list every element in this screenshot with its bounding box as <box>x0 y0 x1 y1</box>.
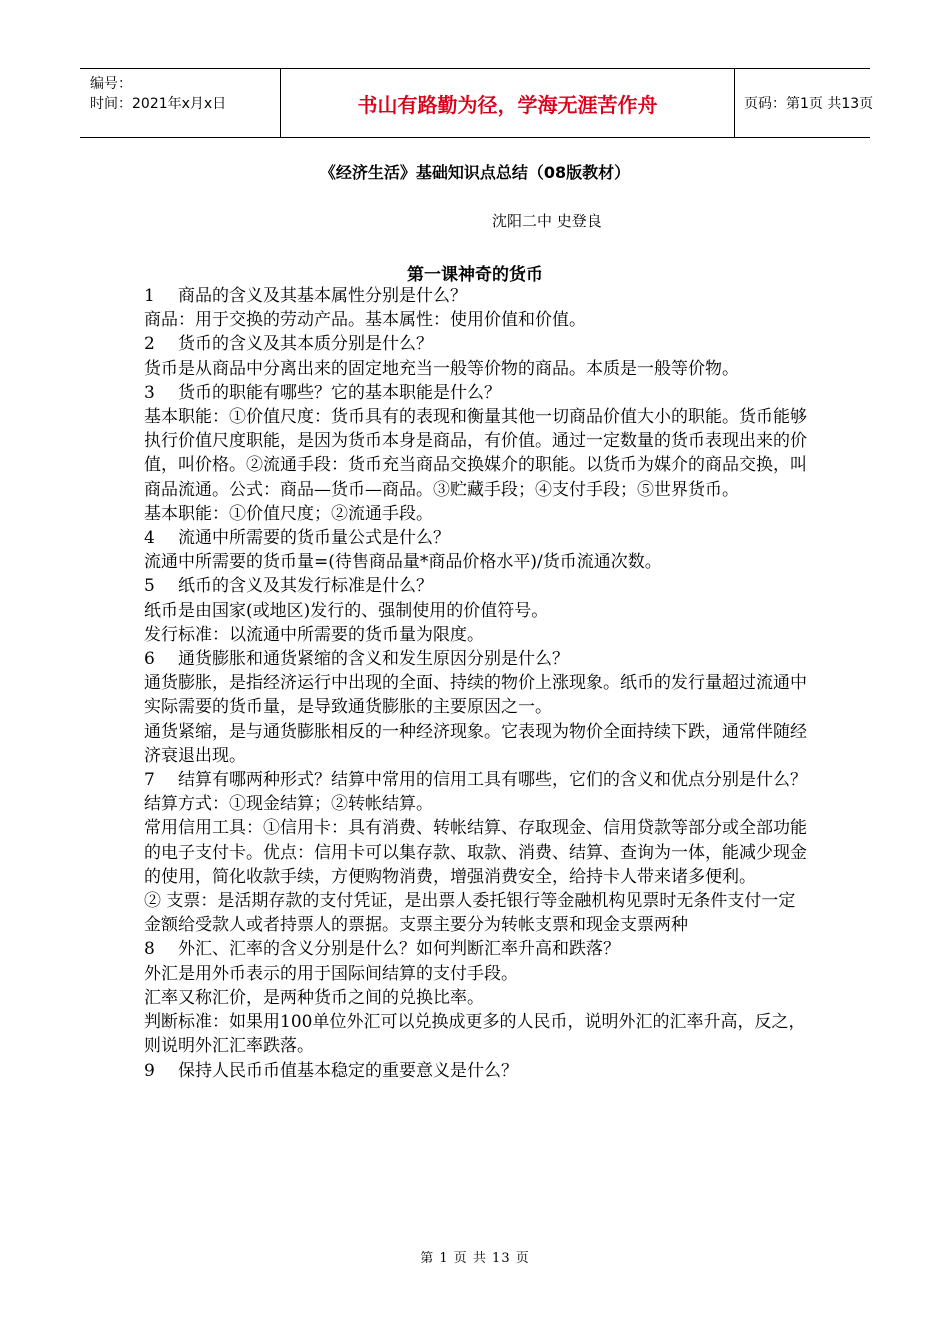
question-line <box>144 526 808 550</box>
question-number: 2 <box>144 334 155 355</box>
document-body <box>144 284 808 1083</box>
number-label: 编号： <box>90 76 132 92</box>
answer-paragraph: 流通中所需要的货币量=(待售商品量*商品价格水平)/货币流通次数。 <box>144 552 662 573</box>
answer-paragraph: 通货紧缩，是与通货膨胀相反的一种经济现象。它表现为物价全面持续下跌，通常伴随经济衰退出现。 <box>144 721 807 766</box>
question-text: 保持人民币币值基本稳定的重要意义是什么？ <box>178 1060 518 1081</box>
document-title: 《经济生活》基础知识点总结（08版教材） <box>319 163 631 182</box>
question-number: 9 <box>144 1060 155 1081</box>
answer-paragraph: 常用信用工具：①信用卡：具有消费、转帐结算、存取现金、信用贷款等部分或全部功能的电子支付卡。优点：信用卡可以集存款、取款、消费、结算、查询为一体，能减少现金的使用，简化收款手续，方便购物消费，增强消费安全，给持卡人带来诸多便利。 <box>144 818 807 887</box>
question-number: 7 <box>144 770 155 791</box>
question-line <box>144 768 808 792</box>
header-page-cell <box>734 69 880 137</box>
question-line <box>144 937 808 961</box>
question-line <box>144 332 808 356</box>
lesson-title: 第一课神奇的货币 <box>407 265 543 285</box>
answer-paragraph: 结算方式：①现金结算；②转帐结算。 <box>144 794 433 815</box>
header-motto-cell <box>280 69 735 137</box>
question-text: 流通中所需要的货币量公式是什么？ <box>178 528 450 549</box>
answer-paragraph: 纸币是由国家(或地区)发行的、强制使用的价值符号。 <box>144 600 549 621</box>
answer-paragraph: 商品：用于交换的劳动产品。基本属性：使用价值和价值。 <box>144 310 586 331</box>
question-line <box>144 284 808 308</box>
answer-paragraph: 基本职能：①价值尺度：货币具有的表现和衡量其他一切商品价值大小的职能。货币能够执行价值尺度职能，是因为货币本身是商品，有价值。通过一定数量的货币表现出来的价值，叫价格。②流通手段：货币充当商品交换媒介的职能。以货币为媒介的商品交换，叫商品流通。公式：商品—货币—商品。③贮藏手段；④支付手段；⑤世界货币。 <box>144 407 807 500</box>
answer-paragraph: 外汇是用外币表示的用于国际间结算的支付手段。 <box>144 963 518 984</box>
motto-text: 书山有路勤为径，学海无涯苦作舟 <box>357 92 658 117</box>
answer-paragraph: 汇率又称汇价，是两种货币之间的兑换比率。 <box>144 987 484 1008</box>
page-info: 页码：第1页 共13页 <box>744 96 874 112</box>
question-number: 4 <box>144 528 155 549</box>
date-label: 时间：2021年x月x日 <box>90 96 227 112</box>
document-author: 沈阳二中 史登良 <box>492 212 602 230</box>
question-number: 5 <box>144 576 155 597</box>
answer-paragraph: 判断标准：如果用100单位外汇可以兑换成更多的人民币，说明外汇的汇率升高，反之，则说明外汇汇率跌落。 <box>144 1012 806 1057</box>
question-number: 8 <box>144 939 155 960</box>
question-text: 外汇、汇率的含义分别是什么？如何判断汇率升高和跌落？ <box>178 939 620 960</box>
question-number: 6 <box>144 649 155 670</box>
answer-paragraph: 通货膨胀，是指经济运行中出现的全面、持续的物价上涨现象。纸币的发行量超过流通中实际需要的货币量，是导致通货膨胀的主要原因之一。 <box>144 673 807 718</box>
question-text: 货币的含义及其本质分别是什么？ <box>178 334 433 355</box>
question-line <box>144 574 808 598</box>
answer-paragraph: 基本职能：①价值尺度；②流通手段。 <box>144 503 433 524</box>
answer-paragraph: ② 支票：是活期存款的支付凭证，是出票人委托银行等金融机构见票时无条件支付一定金额给受款人或者持票人的票据。支票主要分为转帐支票和现金支票两种 <box>144 891 796 936</box>
question-text: 通货膨胀和通货紧缩的含义和发生原因分别是什么？ <box>178 649 569 670</box>
question-line <box>144 647 808 671</box>
question-line <box>144 1059 808 1083</box>
question-text: 货币的职能有哪些？它的基本职能是什么？ <box>178 382 501 403</box>
question-line <box>144 381 808 405</box>
answer-paragraph: 货币是从商品中分离出来的固定地充当一般等价物的商品。本质是一般等价物。 <box>144 358 739 379</box>
question-number: 3 <box>144 382 155 403</box>
answer-paragraph: 发行标准：以流通中所需要的货币量为限度。 <box>144 624 484 645</box>
question-text: 结算有哪两种形式？结算中常用的信用工具有哪些，它们的含义和优点分别是什么？ <box>178 770 807 791</box>
header-meta-cell <box>80 69 280 137</box>
page-footer: 第 1 页 共 13 页 <box>420 1251 530 1266</box>
header-table <box>80 68 874 138</box>
question-number: 1 <box>144 286 155 306</box>
question-text: 商品的含义及其基本属性分别是什么？ <box>178 286 467 306</box>
question-text: 纸币的含义及其发行标准是什么？ <box>178 576 433 597</box>
